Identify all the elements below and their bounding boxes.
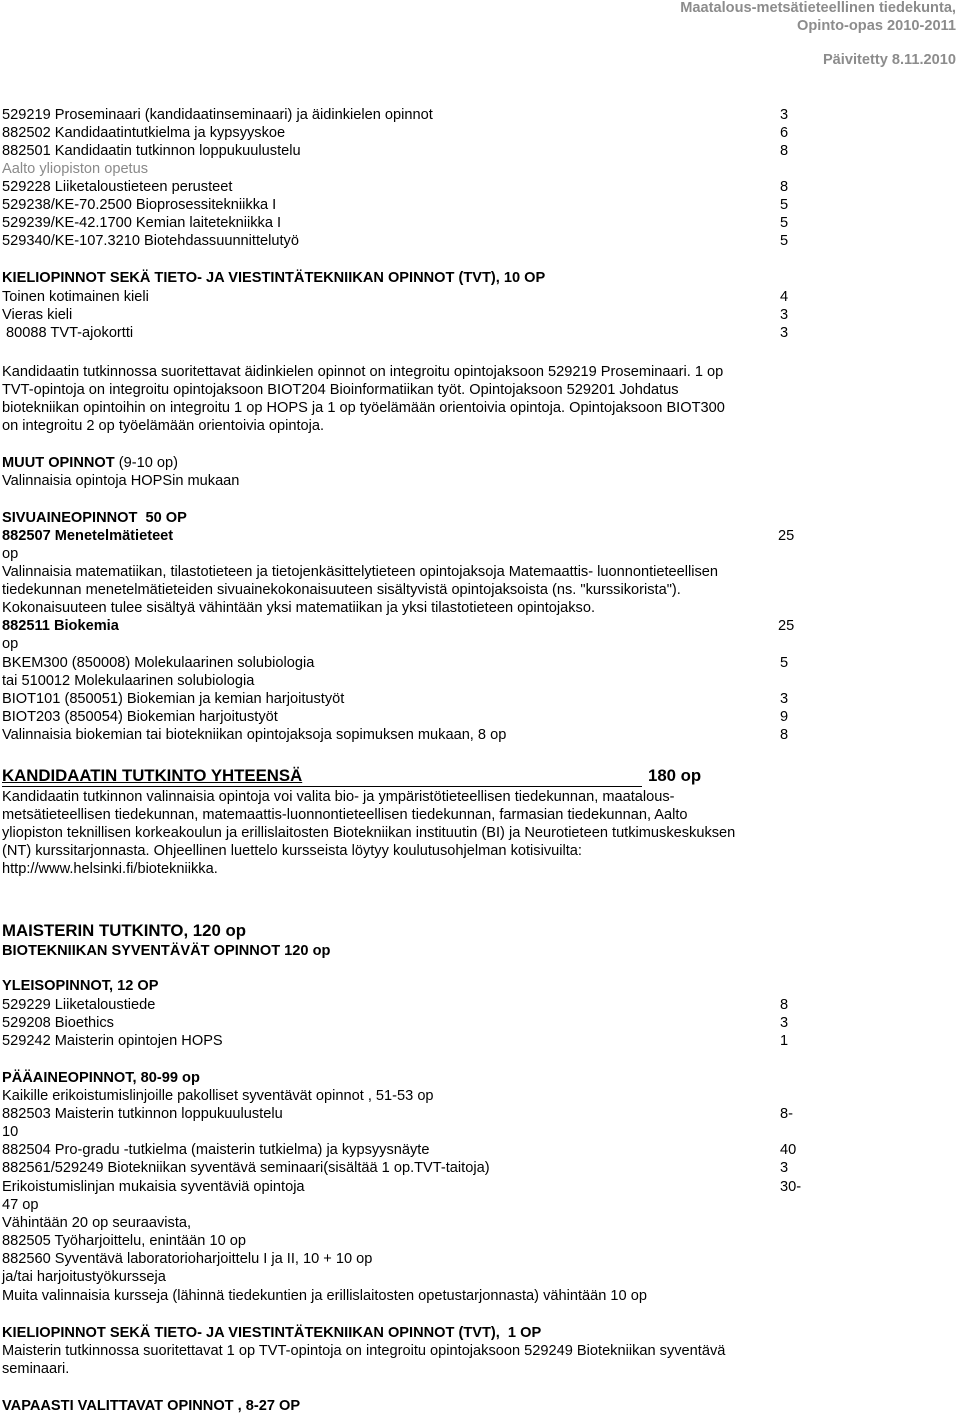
muut-heading-extra: (9-10 op) [118, 455, 178, 471]
muut-heading: MUUT OPINNOT [2, 455, 115, 471]
degree-total-label: KANDIDAATIN TUTKINTO YHTEENSÄ [2, 766, 303, 785]
faculty-name: Maatalous-metsätieteellinen tiedekunta, [680, 0, 956, 16]
updated-date: Päivitetty 8.11.2010 [822, 52, 956, 68]
page-header [680, 0, 956, 70]
guide-title: Opinto-opas 2010-2011 [797, 17, 956, 34]
degree-total-value: 180 op [648, 766, 702, 785]
